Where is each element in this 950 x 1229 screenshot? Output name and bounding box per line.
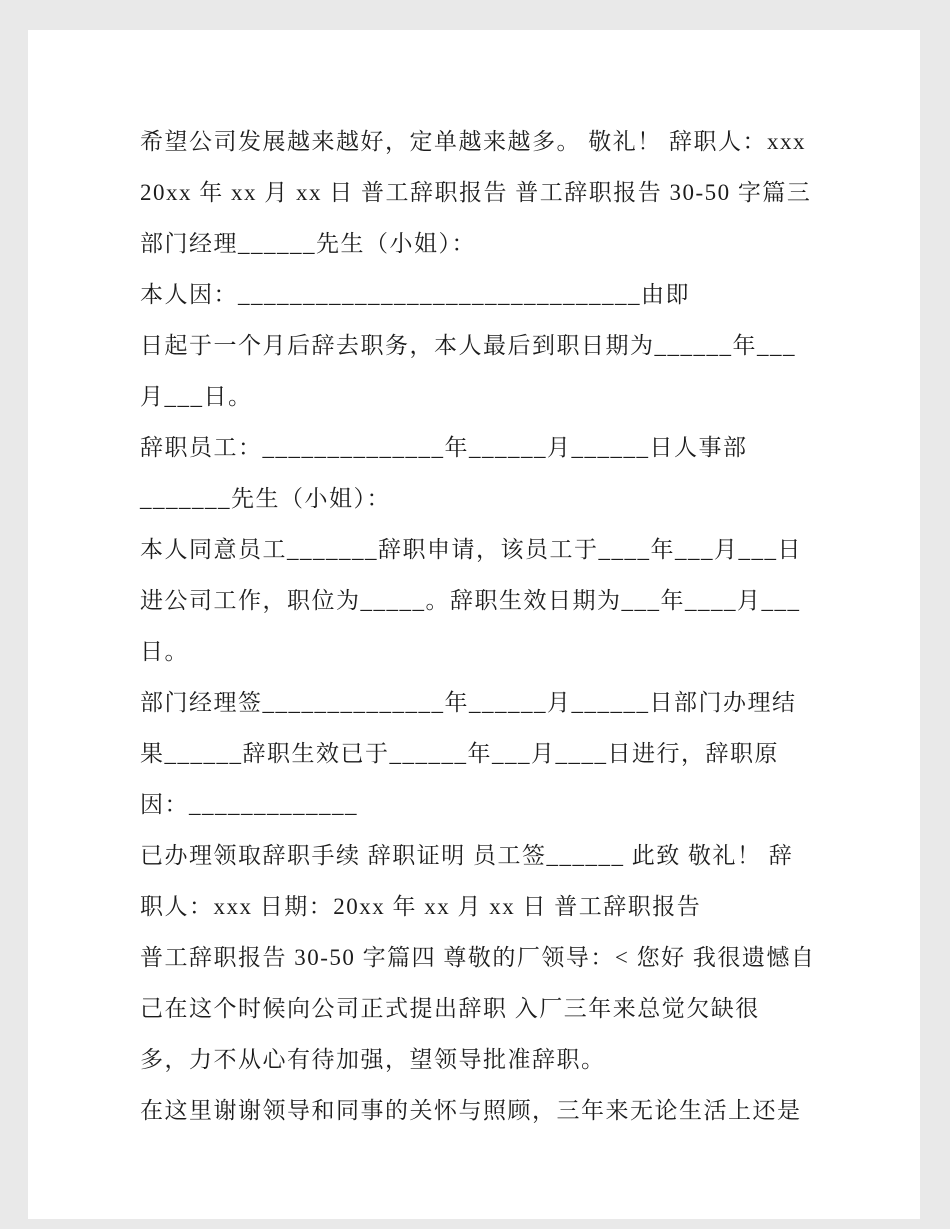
text-line: 多，力不从心有待加强，望领导批准辞职。 xyxy=(140,1047,606,1072)
text-line: 20xx 年 xx 月 xx 日 普工辞职报告 普工辞职报告 30-50 字篇三 xyxy=(140,180,812,205)
text-line: 本人因：_______________________________由即 xyxy=(140,282,690,307)
text-line: 日。 xyxy=(140,639,189,664)
text-line: 因：_____________ xyxy=(140,792,358,817)
text-line: 在这里谢谢领导和同事的关怀与照顾，三年来无论生活上还是 xyxy=(140,1098,802,1123)
text-line: 部门经理______先生（小姐）： xyxy=(140,231,476,256)
text-line: 果______辞职生效已于______年___月____日进行，辞职原 xyxy=(140,741,779,766)
text-line: 日起于一个月后辞去职务，本人最后到职日期为______年___ xyxy=(140,333,796,358)
text-line: 部门经理签______________年______月______日部门办理结 xyxy=(140,690,797,715)
text-line: 进公司工作，职位为_____。辞职生效日期为___年____月___ xyxy=(140,588,801,613)
text-line: 希望公司发展越来越好，定单越来越多。 敬礼！ 辞职人：xxx xyxy=(140,129,806,154)
document-content xyxy=(140,116,830,1136)
document-page xyxy=(28,30,920,1219)
text-line: _______先生（小姐）： xyxy=(140,486,391,511)
text-line: 辞职员工：______________年______月______日人事部 xyxy=(140,435,748,460)
text-line: 职人：xxx 日期：20xx 年 xx 月 xx 日 普工辞职报告 xyxy=(140,894,702,919)
text-line: 己在这个时候向公司正式提出辞职 入厂三年来总觉欠缺很 xyxy=(140,996,760,1021)
text-line: 普工辞职报告 30-50 字篇四 尊敬的厂领导：< 您好 我很遗憾自 xyxy=(140,945,816,970)
text-line: 月___日。 xyxy=(140,384,253,409)
text-line: 本人同意员工_______辞职申请，该员工于____年___月___日 xyxy=(140,537,802,562)
text-line: 已办理领取辞职手续 辞职证明 员工签______ 此致 敬礼！ 辞 xyxy=(140,843,794,868)
